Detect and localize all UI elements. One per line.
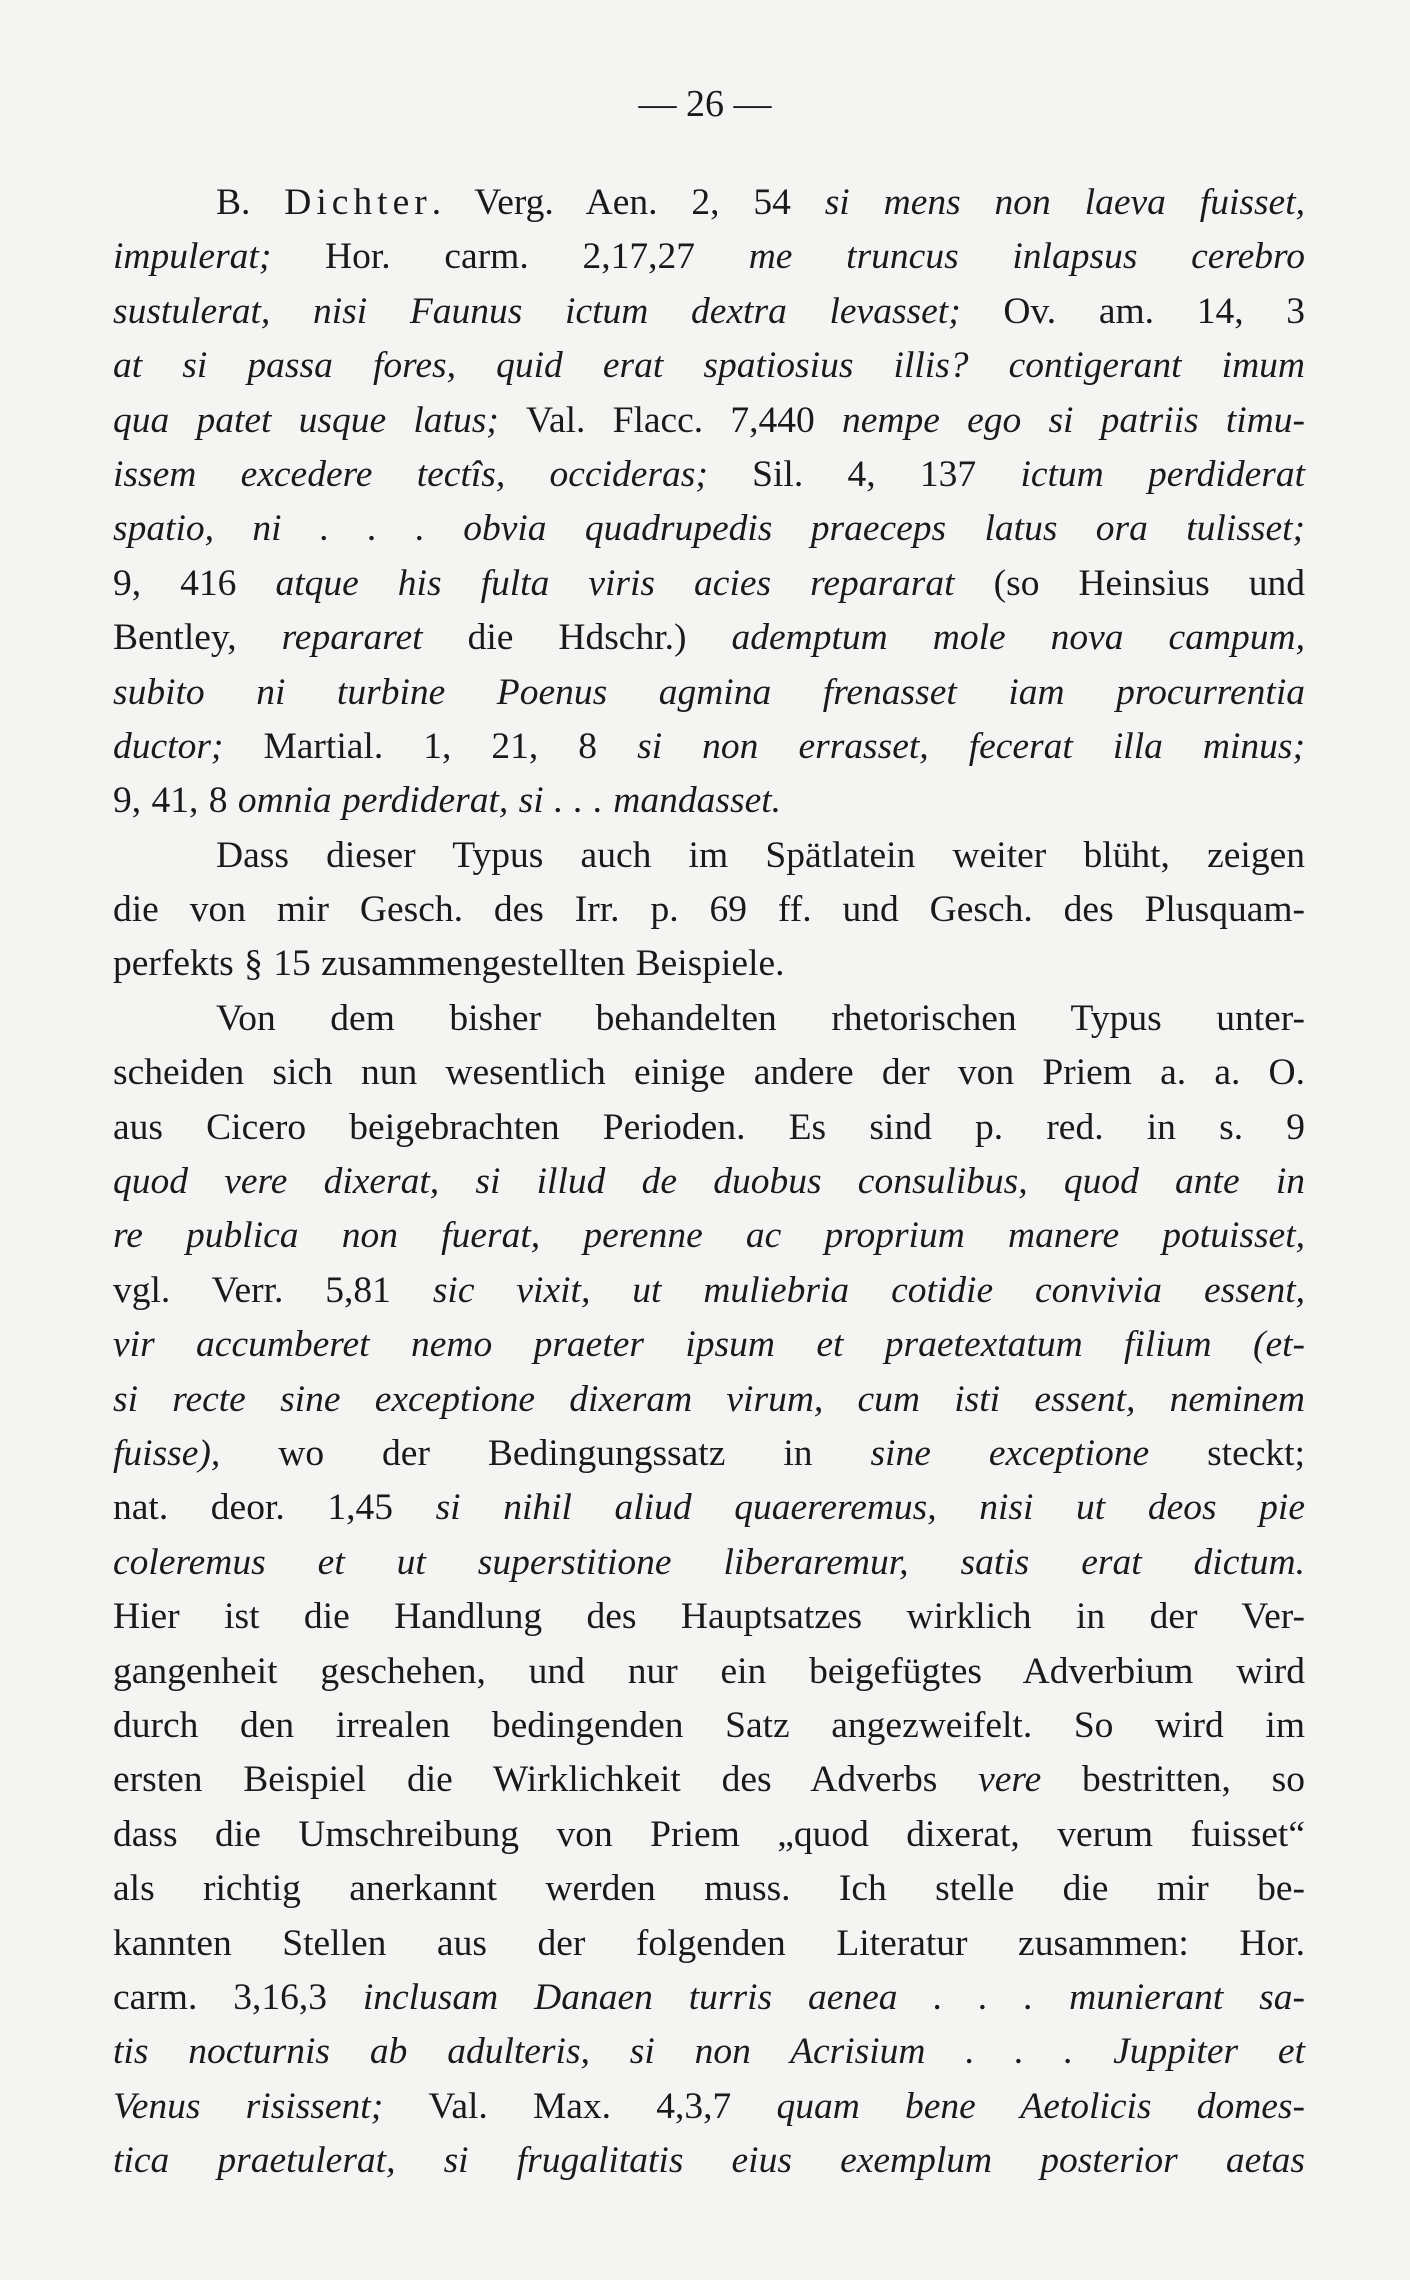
- text-line: [113, 1046, 1305, 1100]
- italic-quote: quod vere dixerat, si illud de duobus consulibus, quod ante in: [113, 1161, 1305, 1203]
- italic-quote: si non errasset, fecerat illa minus;: [637, 725, 1305, 767]
- text-segment: B.: [216, 182, 285, 223]
- italic-quote: issem excedere tectîs, occideras;: [113, 453, 753, 495]
- text-line: [113, 1808, 1305, 1862]
- text-line: [113, 829, 1305, 883]
- italic-quote: ictum perdiderat: [1020, 453, 1305, 495]
- italic-quote: repararet: [281, 617, 468, 659]
- text-segment: als richtig anerkannt werden muss. Ich stelle die mir be-: [113, 1868, 1305, 1910]
- italic-quote: vere: [978, 1759, 1082, 1801]
- text-line: [113, 1590, 1305, 1644]
- italic-quote: si mens non laeva fuisset,: [824, 182, 1305, 223]
- text-line: [113, 1318, 1305, 1372]
- text-segment: dass die Umschreibung von Priem „quod dixerat, verum fuisset“: [113, 1813, 1305, 1855]
- text-line: [113, 937, 1305, 991]
- text-line: [113, 1699, 1305, 1753]
- text-line: [113, 502, 1305, 556]
- italic-quote: subito ni turbine Poenus agmina frenasset iam procurrentia: [113, 671, 1305, 713]
- text-line: [113, 720, 1305, 774]
- text-segment: 9, 416: [113, 562, 276, 604]
- text-line: [113, 1155, 1305, 1209]
- text-line: [113, 557, 1305, 611]
- text-line: [113, 1753, 1305, 1807]
- text-segment: Val. Max. 4,3,7: [428, 2085, 777, 2127]
- text-segment: carm. 3,16,3: [113, 1976, 363, 2018]
- italic-quote: ademptum mole nova campum,: [731, 617, 1305, 659]
- italic-quote: omnia perdiderat, si . . . mandasset.: [237, 780, 782, 822]
- text-line: [113, 1264, 1305, 1318]
- text-segment: scheiden sich nun wesentlich einige andere der von Priem a. a. O.: [113, 1052, 1305, 1094]
- text-line: [113, 339, 1305, 393]
- text-line: [113, 1971, 1305, 2025]
- text-segment: kannten Stellen aus der folgenden Literatur zusammen: Hor.: [113, 1922, 1305, 1964]
- text-line: [113, 774, 1305, 828]
- italic-quote: sine exceptione: [870, 1432, 1208, 1474]
- italic-quote: ductor;: [113, 725, 264, 767]
- italic-quote: coleremus et ut superstitione liberaremur, satis erat dictum.: [113, 1541, 1305, 1583]
- italic-quote: nempe ego si patriis timu-: [842, 399, 1305, 441]
- italic-quote: at si passa fores, quid erat spatiosius illis? contigerant imum: [113, 345, 1305, 387]
- italic-quote: si nihil aliud quaereremus, nisi ut deos pie: [435, 1487, 1305, 1529]
- text-segment: Martial. 1, 21, 8: [263, 725, 638, 767]
- text-line: [113, 2025, 1305, 2079]
- text-line: [113, 1373, 1305, 1427]
- text-line: [113, 2080, 1305, 2134]
- italic-quote: atque his fulta viris acies repararat: [275, 562, 994, 604]
- text-line: [113, 883, 1305, 937]
- text-segment: Dass dieser Typus auch im Spätlatein weiter blüht, zeigen: [216, 834, 1305, 876]
- text-line: [113, 1862, 1305, 1916]
- italic-quote: inclusam Danaen turris aenea . . . munierant sa-: [362, 1976, 1305, 2018]
- text-segment: die von mir Gesch. des Irr. p. 69 ff. und Gesch. des Plusquam-: [113, 889, 1305, 931]
- text-segment: nat. deor. 1,45: [113, 1487, 436, 1529]
- italic-quote: me truncus inlapsus cerebro: [748, 236, 1305, 278]
- text-segment: wo der Bedingungssatz in: [278, 1432, 871, 1474]
- text-line: [113, 2134, 1305, 2188]
- italic-quote: sic vixit, ut muliebria cotidie convivia essent,: [432, 1269, 1305, 1311]
- text-segment: gangenheit geschehen, und nur ein beigefügtes Adverbium wird: [113, 1650, 1305, 1692]
- italic-quote: tica praetulerat, si frugalitatis eius exemplum posterior aetas: [113, 2140, 1305, 2182]
- italic-quote: sustulerat, nisi Faunus ictum dextra levasset;: [113, 290, 1004, 332]
- italic-quote: si recte sine exceptione dixeram virum, cum isti essent, neminem: [113, 1378, 1305, 1420]
- text-line: [113, 285, 1305, 339]
- text-line: [113, 1481, 1305, 1535]
- italic-quote: tis nocturnis ab adulteris, si non Acrisium . . . Juppiter et: [113, 2031, 1305, 2073]
- text-segment: (so Heinsius und: [993, 562, 1305, 604]
- text-line: [113, 1645, 1305, 1699]
- text-line: [113, 230, 1305, 284]
- italic-quote: impulerat;: [113, 236, 326, 278]
- text-line: [113, 611, 1305, 665]
- text-line: [113, 1536, 1305, 1590]
- text-line: [113, 394, 1305, 448]
- italic-quote: quam bene Aetolicis domes-: [776, 2085, 1305, 2127]
- text-line: [113, 176, 1305, 230]
- italic-quote: vir accumberet nemo praeter ipsum et praetextatum filium (et-: [113, 1324, 1305, 1366]
- italic-quote: Venus risissent;: [113, 2085, 429, 2127]
- italic-quote: re publica non fuerat, perenne ac proprium manere potuisset,: [113, 1215, 1305, 1257]
- text-line: [113, 1427, 1305, 1481]
- text-segment: 9, 41, 8: [113, 780, 238, 822]
- page-number: — 26 —: [638, 83, 772, 125]
- text-segment: Von dem bisher behandelten rhetorischen Typus unter-: [216, 997, 1305, 1039]
- text-segment: Dichter: [284, 182, 432, 223]
- text-segment: bestritten, so: [1081, 1759, 1305, 1801]
- text-segment: die Hdschr.): [467, 617, 732, 659]
- text-segment: perfekts § 15 zusammengestellten Beispiele.: [113, 943, 785, 985]
- text-line: [113, 1101, 1305, 1155]
- text-segment: Bentley,: [113, 617, 282, 659]
- text-line: [113, 666, 1305, 720]
- text-segment: . Verg. Aen. 2, 54: [431, 182, 825, 223]
- italic-quote: fuisse),: [113, 1432, 279, 1474]
- italic-quote: qua patet usque latus;: [113, 399, 527, 441]
- text-segment: Sil. 4, 137: [752, 453, 1021, 495]
- text-line: [113, 1917, 1305, 1971]
- text-segment: steckt;: [1207, 1432, 1305, 1474]
- text-line: [113, 1209, 1305, 1263]
- text-segment: vgl. Verr. 5,81: [113, 1269, 433, 1311]
- text-line: [113, 992, 1305, 1046]
- text-segment: ersten Beispiel die Wirklichkeit des Adverbs: [113, 1759, 979, 1801]
- text-segment: Hor. carm. 2,17,27: [325, 236, 749, 278]
- text-segment: aus Cicero beigebrachten Perioden. Es sind p. red. in s. 9: [113, 1106, 1305, 1148]
- text-segment: Val. Flacc. 7,440: [526, 399, 842, 441]
- text-segment: Ov. am. 14, 3: [1003, 290, 1305, 332]
- text-segment: Hier ist die Handlung des Hauptsatzes wirklich in der Ver-: [113, 1596, 1305, 1638]
- italic-quote: spatio, ni . . . obvia quadrupedis praeceps latus ora tulisset;: [113, 508, 1305, 550]
- body-text: [113, 176, 1305, 2188]
- text-line: [113, 448, 1305, 502]
- text-segment: durch den irrealen bedingenden Satz angezweifelt. So wird im: [113, 1704, 1305, 1746]
